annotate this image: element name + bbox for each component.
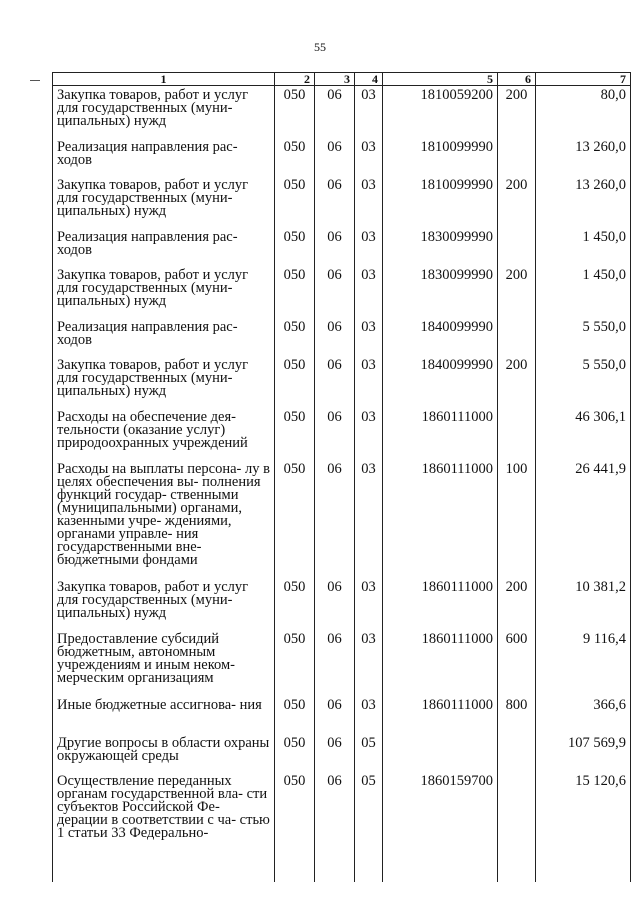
- cell-col6: 200: [498, 578, 536, 630]
- table-row: [53, 266, 631, 318]
- cell-col4: 03: [355, 356, 383, 408]
- cell-col6: [498, 408, 536, 460]
- cell-col5: [383, 734, 498, 772]
- row-name: Закупка товаров, работ и услуг для государственных (муни- ципальных) нужд: [53, 356, 275, 408]
- cell-col2: 050: [275, 696, 315, 734]
- cell-col3: 06: [315, 356, 355, 408]
- table-row: [53, 356, 631, 408]
- page-number: 55: [314, 40, 326, 54]
- cell-col2: 050: [275, 578, 315, 630]
- cell-col2: 050: [275, 266, 315, 318]
- cell-col4: 03: [355, 460, 383, 578]
- cell-col3: 06: [315, 772, 355, 882]
- cell-col5: 1830099990: [383, 266, 498, 318]
- cell-col2: 050: [275, 734, 315, 772]
- cell-col4: 03: [355, 138, 383, 176]
- cell-col7: 107 569,9: [536, 734, 631, 772]
- cell-col4: 03: [355, 318, 383, 356]
- cell-col4: 03: [355, 630, 383, 696]
- cell-col6: 100: [498, 460, 536, 578]
- cell-col6: 200: [498, 176, 536, 228]
- cell-col3: 06: [315, 228, 355, 266]
- row-name: Закупка товаров, работ и услуг для государственных (муни- ципальных) нужд: [53, 176, 275, 228]
- cell-col6: 800: [498, 696, 536, 734]
- row-name: Предоставление субсидий бюджетным, автономным учреждениям и иным неком- мерческим организациям: [53, 630, 275, 696]
- cell-col5: 1830099990: [383, 228, 498, 266]
- cell-col4: 05: [355, 734, 383, 772]
- table-row: [53, 318, 631, 356]
- cell-col2: 050: [275, 356, 315, 408]
- table-row: [53, 460, 631, 578]
- row-name: Другие вопросы в области охраны окружающей среды: [53, 734, 275, 772]
- cell-col2: 050: [275, 176, 315, 228]
- cell-col5: 1840099990: [383, 356, 498, 408]
- cell-col5: 1860111000: [383, 460, 498, 578]
- cell-col2: 050: [275, 408, 315, 460]
- cell-col4: 05: [355, 772, 383, 882]
- cell-col4: 03: [355, 86, 383, 138]
- budget-table: [52, 72, 631, 882]
- cell-col3: 06: [315, 734, 355, 772]
- row-name: Расходы на обеспечение дея- тельности (оказание услуг) природоохранных учреждений: [53, 408, 275, 460]
- cell-col5: 1860111000: [383, 696, 498, 734]
- cell-col7: 15 120,6: [536, 772, 631, 882]
- cell-col2: 050: [275, 460, 315, 578]
- cell-col3: 06: [315, 696, 355, 734]
- cell-col7: 1 450,0: [536, 266, 631, 318]
- column-header: 7: [536, 73, 631, 86]
- column-header: 3: [315, 73, 355, 86]
- column-header: 6: [498, 73, 536, 86]
- cell-col6: 200: [498, 86, 536, 138]
- table-row: [53, 228, 631, 266]
- cell-col7: 366,6: [536, 696, 631, 734]
- cell-col2: 050: [275, 318, 315, 356]
- cell-col4: 03: [355, 578, 383, 630]
- cell-col7: 80,0: [536, 86, 631, 138]
- cell-col3: 06: [315, 266, 355, 318]
- cell-col7: 9 116,4: [536, 630, 631, 696]
- cell-col3: 06: [315, 460, 355, 578]
- cell-col7: 26 441,9: [536, 460, 631, 578]
- column-header: 2: [275, 73, 315, 86]
- row-name: Реализация направления рас- ходов: [53, 318, 275, 356]
- cell-col2: 050: [275, 138, 315, 176]
- cell-col6: [498, 138, 536, 176]
- cell-col7: 13 260,0: [536, 138, 631, 176]
- cell-col5: 1810059200: [383, 86, 498, 138]
- cell-col4: 03: [355, 228, 383, 266]
- row-name: Реализация направления рас- ходов: [53, 228, 275, 266]
- cell-col7: 5 550,0: [536, 356, 631, 408]
- cell-col7: 13 260,0: [536, 176, 631, 228]
- cell-col3: 06: [315, 408, 355, 460]
- cell-col3: 06: [315, 630, 355, 696]
- cell-col7: 1 450,0: [536, 228, 631, 266]
- cell-col3: 06: [315, 318, 355, 356]
- cell-col6: [498, 318, 536, 356]
- cell-col3: 06: [315, 176, 355, 228]
- row-name: Закупка товаров, работ и услуг для государственных (муни- ципальных) нужд: [53, 578, 275, 630]
- cell-col5: 1860159700: [383, 772, 498, 882]
- table-row: [53, 86, 631, 138]
- row-name: Закупка товаров, работ и услуг для государственных (муни- ципальных) нужд: [53, 86, 275, 138]
- cell-col5: 1860111000: [383, 578, 498, 630]
- cell-col6: [498, 772, 536, 882]
- table-row: [53, 772, 631, 882]
- cell-col2: 050: [275, 86, 315, 138]
- cell-col6: 200: [498, 266, 536, 318]
- cell-col4: 03: [355, 266, 383, 318]
- cell-col5: 1810099990: [383, 138, 498, 176]
- table-row: [53, 696, 631, 734]
- column-header: 5: [383, 73, 498, 86]
- table-row: [53, 734, 631, 772]
- cell-col7: 10 381,2: [536, 578, 631, 630]
- cell-col7: 46 306,1: [536, 408, 631, 460]
- cell-col3: 06: [315, 578, 355, 630]
- cell-col5: 1860111000: [383, 630, 498, 696]
- cell-col6: [498, 228, 536, 266]
- row-name: Реализация направления рас- ходов: [53, 138, 275, 176]
- cell-col7: 5 550,0: [536, 318, 631, 356]
- cell-col5: 1860111000: [383, 408, 498, 460]
- cell-col2: 050: [275, 630, 315, 696]
- row-name: Осуществление переданных органам государственной вла- сти субъектов Российской Фе- дерации в соответствии с ча- стью 1 статьи 33 Федерально-: [53, 772, 275, 882]
- cell-col4: 03: [355, 408, 383, 460]
- table-row: [53, 176, 631, 228]
- row-name: Закупка товаров, работ и услуг для государственных (муни- ципальных) нужд: [53, 266, 275, 318]
- cell-col5: 1810099990: [383, 176, 498, 228]
- table-row: [53, 138, 631, 176]
- table-row: [53, 408, 631, 460]
- cell-col2: 050: [275, 772, 315, 882]
- cell-col4: 03: [355, 176, 383, 228]
- table-row: [53, 578, 631, 630]
- row-name: Иные бюджетные ассигнова- ния: [53, 696, 275, 734]
- table-row: [53, 630, 631, 696]
- margin-mark: [30, 80, 40, 81]
- cell-col2: 050: [275, 228, 315, 266]
- cell-col6: 200: [498, 356, 536, 408]
- row-name: Расходы на выплаты персона- лу в целях обеспечения вы- полнения функций государ- ственными (муниципальными) органами, казенными учре- ждениями, органами управле- ния государственными вне- бюджетными фондами: [53, 460, 275, 578]
- cell-col5: 1840099990: [383, 318, 498, 356]
- cell-col4: 03: [355, 696, 383, 734]
- cell-col3: 06: [315, 138, 355, 176]
- cell-col6: [498, 734, 536, 772]
- table-header-row: [53, 73, 631, 86]
- cell-col3: 06: [315, 86, 355, 138]
- column-header: 4: [355, 73, 383, 86]
- column-header: 1: [53, 73, 275, 86]
- cell-col6: 600: [498, 630, 536, 696]
